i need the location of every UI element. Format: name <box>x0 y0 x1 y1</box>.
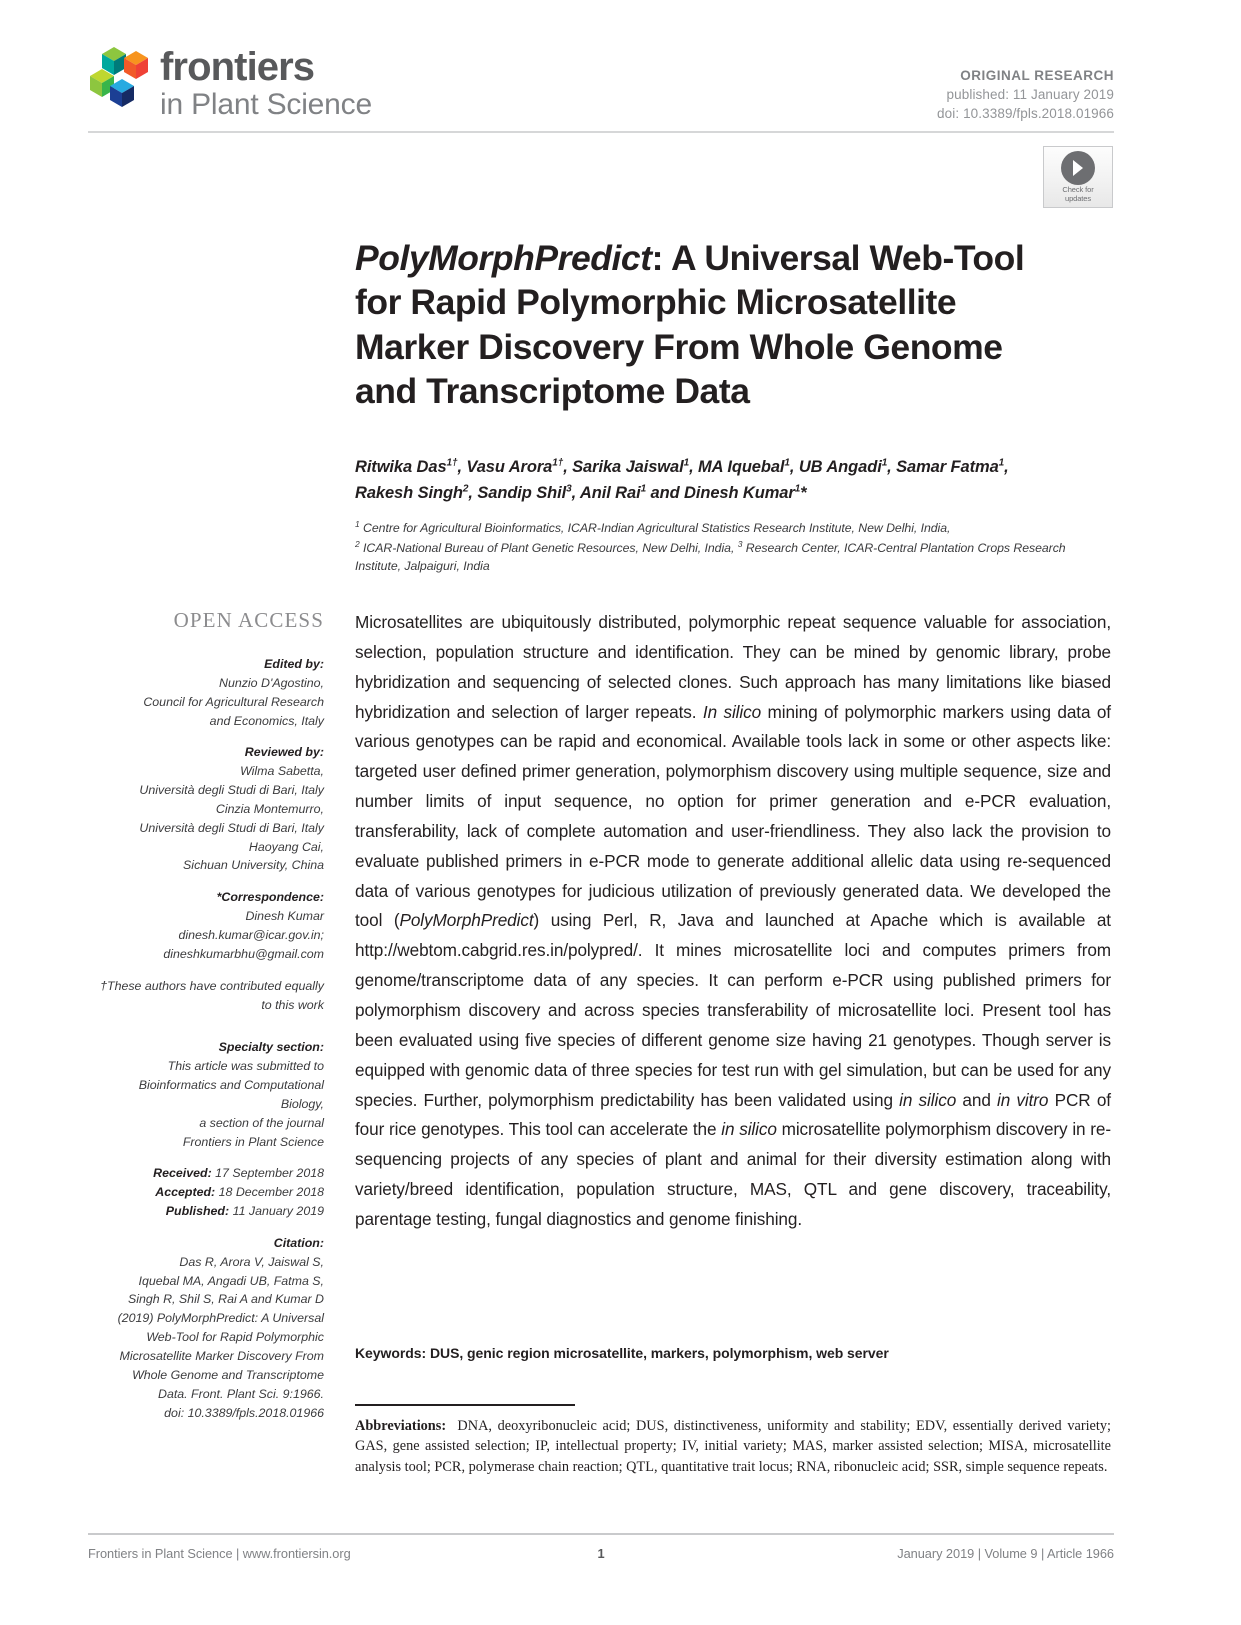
frontiers-logo <box>88 44 372 123</box>
sidebar <box>88 608 324 1422</box>
edited-by-affil-1: Council for Agricultural Research <box>143 694 324 709</box>
received-value: 17 September 2018 <box>215 1166 324 1181</box>
specialty-line-2: Bioinformatics and Computational <box>138 1078 324 1093</box>
published-value: 11 January 2019 <box>232 1204 324 1219</box>
logo-journal-text: in Plant Science <box>160 88 372 122</box>
accepted-row <box>88 1183 324 1202</box>
reviewer-1-affil: Università degli Studi di Bari, Italy <box>139 783 324 798</box>
footer-issue-info: January 2019 | Volume 9 | Article 1966 <box>897 1546 1114 1561</box>
affiliation-line-1: $^1$ Centre for Agricultural Bioinformatics, ICAR-Indian Agricultural Statistics Research Institute, New Delhi, India, <box>355 519 951 536</box>
published-row <box>88 1202 324 1221</box>
page-title <box>355 236 1055 414</box>
abstract-text: Microsatellites are ubiquitously distributed, polymorphic repeat sequence valuable for association, selection, population structure and identification. They can be mined by genomic library, probe hybridization and sequencing of selected clones. Such approach has many limitations like biased hybridization and selection of larger repeats. In silico mining of polymorphic markers using data of various genotypes can be rapid and economical. Available tools lack in some or other aspects like: targeted user defined primer generation, polymorphism discovery using multiple sequence, size and number limits of input sequence, no option for primer generation and e-PCR evaluation, transferability, lack of complete automation and user-friendliness. They also lack the provision to evaluate published primers in e-PCR mode to generate additional allelic data using re-sequenced data of various genotypes for judicious utilization of previously generated data. We developed the tool (PolyMorphPredict) using Perl, R, Java and launched at Apache which is available at http://webtom.cabgrid.res.in/polypred/. It mines microsatellite loci and computes primers from genome/transcriptome data of any species. It can perform e-PCR using published primers for polymorphism discovery and across species transferability of microsatellite loci. Present tool has been evaluated using five species of different genome size having 21 genotypes. Though server is equipped with genomic data of three species for test run with gel simulation, but can be used for any species. Further, polymorphism predictability has been validated using in silico and in vitro PCR of four rice genotypes. This tool can accelerate the in silico microsatellite polymorphism discovery in re-sequencing projects of any species of plant and animal for their diversity estimation along with variety/breed identification, population structure, MAS, QTL and gene discovery, traceability, parentage testing, fungal diagnostics and genome finishing. <box>355 612 1111 1229</box>
page-footer <box>88 1546 1114 1566</box>
author-list <box>355 455 1107 506</box>
article-type-label: ORIGINAL RESEARCH <box>960 68 1114 83</box>
header-meta <box>937 66 1114 123</box>
citation-line-6: Microsatellite Marker Discovery From <box>119 1349 324 1363</box>
crossmark-line1: Check for <box>1062 185 1094 194</box>
author-line-1: Ritwika Das$^{1\dagger}$, Vasu Arora$^{1\dagger}$, Sarika Jaiswal$^1$, MA Iquebal$^1$, UB Angadi$^1$, Samar Fatma$^1$, <box>355 457 1009 476</box>
citation-line-1: Das R, Arora V, Jaiswal S, <box>179 1254 324 1269</box>
frontiers-wordmark <box>160 45 372 123</box>
reviewer-3-affil: Sichuan University, China <box>183 858 324 873</box>
reviewer-3-name: Haoyang Cai, <box>248 839 324 854</box>
reviewed-by-label: Reviewed by: <box>244 745 324 760</box>
abbreviations-block <box>355 1416 1111 1477</box>
abbreviations-text: DNA, deoxyribonucleic acid; DUS, distinctiveness, uniformity and stability; EDV, essentially derived variety; GAS, gene assisted selection; IP, intellectual property; IV, initial variety; MAS, marker assisted selection; MISA, microsatellite analysis tool; PCR, polymerase chain reaction; QTL, quantitative trait locus; RNA, ribonucleic acid; SSR, simple sequence repeats. <box>355 1418 1111 1475</box>
title-italic-part: PolyMorphPredict <box>355 237 652 278</box>
correspondence-email-1[interactable]: dinesh.kumar@icar.gov.in; <box>178 927 324 942</box>
title-rest-part: : A Universal Web-Tool for Rapid Polymorphic Microsatellite Marker Discovery From Whole Genome and Transcriptome Data <box>355 237 1025 412</box>
citation-line-2: Iquebal MA, Angadi UB, Fatma S, <box>138 1273 324 1288</box>
citation-line-4: (2019) PolyMorphPredict: A Universal <box>117 1311 324 1326</box>
footer-page-number: 1 <box>597 1546 605 1561</box>
citation-line-9[interactable]: doi: 10.3389/fpls.2018.01966 <box>164 1405 324 1420</box>
crossmark-line2: updates <box>1065 193 1091 203</box>
edited-by-name: Nunzio D'Agostino, <box>219 675 324 690</box>
correspondence-email-2[interactable]: dineshkumarbhu@gmail.com <box>163 946 324 961</box>
frontiers-cubes-icon <box>88 46 150 112</box>
reviewer-2-name: Cinzia Montemurro, <box>215 801 324 816</box>
citation-line-7: Whole Genome and Transcriptome <box>132 1367 324 1382</box>
logo-brand-text: frontiers <box>160 45 315 89</box>
accepted-value: 18 December 2018 <box>218 1185 324 1200</box>
citation-line-3: Singh R, Shil S, Rai A and Kumar D <box>127 1292 324 1307</box>
received-label: Received: <box>153 1166 212 1181</box>
accepted-label: Accepted: <box>155 1185 216 1200</box>
edited-by-affil-2: and Economics, Italy <box>209 713 324 728</box>
received-row <box>88 1164 324 1183</box>
citation-label: Citation: <box>273 1235 324 1250</box>
reviewer-2-affil: Università degli Studi di Bari, Italy <box>139 820 324 835</box>
correspondence-name: Dinesh Kumar <box>245 909 324 924</box>
specialty-line-5: Frontiers in Plant Science <box>182 1134 324 1149</box>
page-header <box>88 44 1114 132</box>
published-label: Published: <box>165 1204 230 1219</box>
check-for-updates-badge[interactable] <box>1043 146 1113 208</box>
footer-journal-url[interactable]: Frontiers in Plant Science | www.frontiersin.org <box>88 1546 351 1561</box>
doi-text: doi: 10.3389/fpls.2018.01966 <box>937 106 1114 122</box>
keywords-line: Keywords: DUS, genic region microsatellite, markers, polymorphism, web server <box>355 1345 889 1361</box>
edited-by-label: Edited by: <box>264 657 324 671</box>
citation-line-8: Data. Front. Plant Sci. 9:1966. <box>158 1386 324 1401</box>
footer-divider <box>88 1533 1114 1535</box>
abbreviations-label: Abbreviations: <box>355 1418 447 1434</box>
crossmark-icon <box>1061 151 1095 185</box>
affiliation-line-2: $^2$ ICAR-National Bureau of Plant Genetic Resources, New Delhi, India, $^3$ Research Center, ICAR-Central Plantation Crops Research Institute, Jalpaiguri, India <box>355 538 1066 574</box>
citation-line-5: Web-Tool for Rapid Polymorphic <box>146 1330 324 1345</box>
affiliations <box>355 518 1107 576</box>
open-access-label: OPEN ACCESS <box>173 608 324 632</box>
specialty-line-1: This article was submitted to <box>167 1059 324 1074</box>
reviewer-1-name: Wilma Sabetta, <box>240 764 324 779</box>
equal-contribution-note: †These authors have contributed equally to this work <box>100 978 324 1012</box>
published-date: published: 11 January 2019 <box>946 87 1114 103</box>
header-divider <box>88 131 1114 133</box>
specialty-section-label: Specialty section: <box>218 1040 324 1055</box>
specialty-line-3: Biology, <box>280 1096 324 1111</box>
abbreviations-divider <box>355 1404 575 1406</box>
author-line-2: Rakesh Singh$^2$, Sandip Shil$^3$, Anil Rai$^1$ and Dinesh Kumar$^1$* <box>355 483 807 502</box>
specialty-line-4: a section of the journal <box>199 1115 324 1130</box>
correspondence-label: *Correspondence: <box>216 890 324 905</box>
